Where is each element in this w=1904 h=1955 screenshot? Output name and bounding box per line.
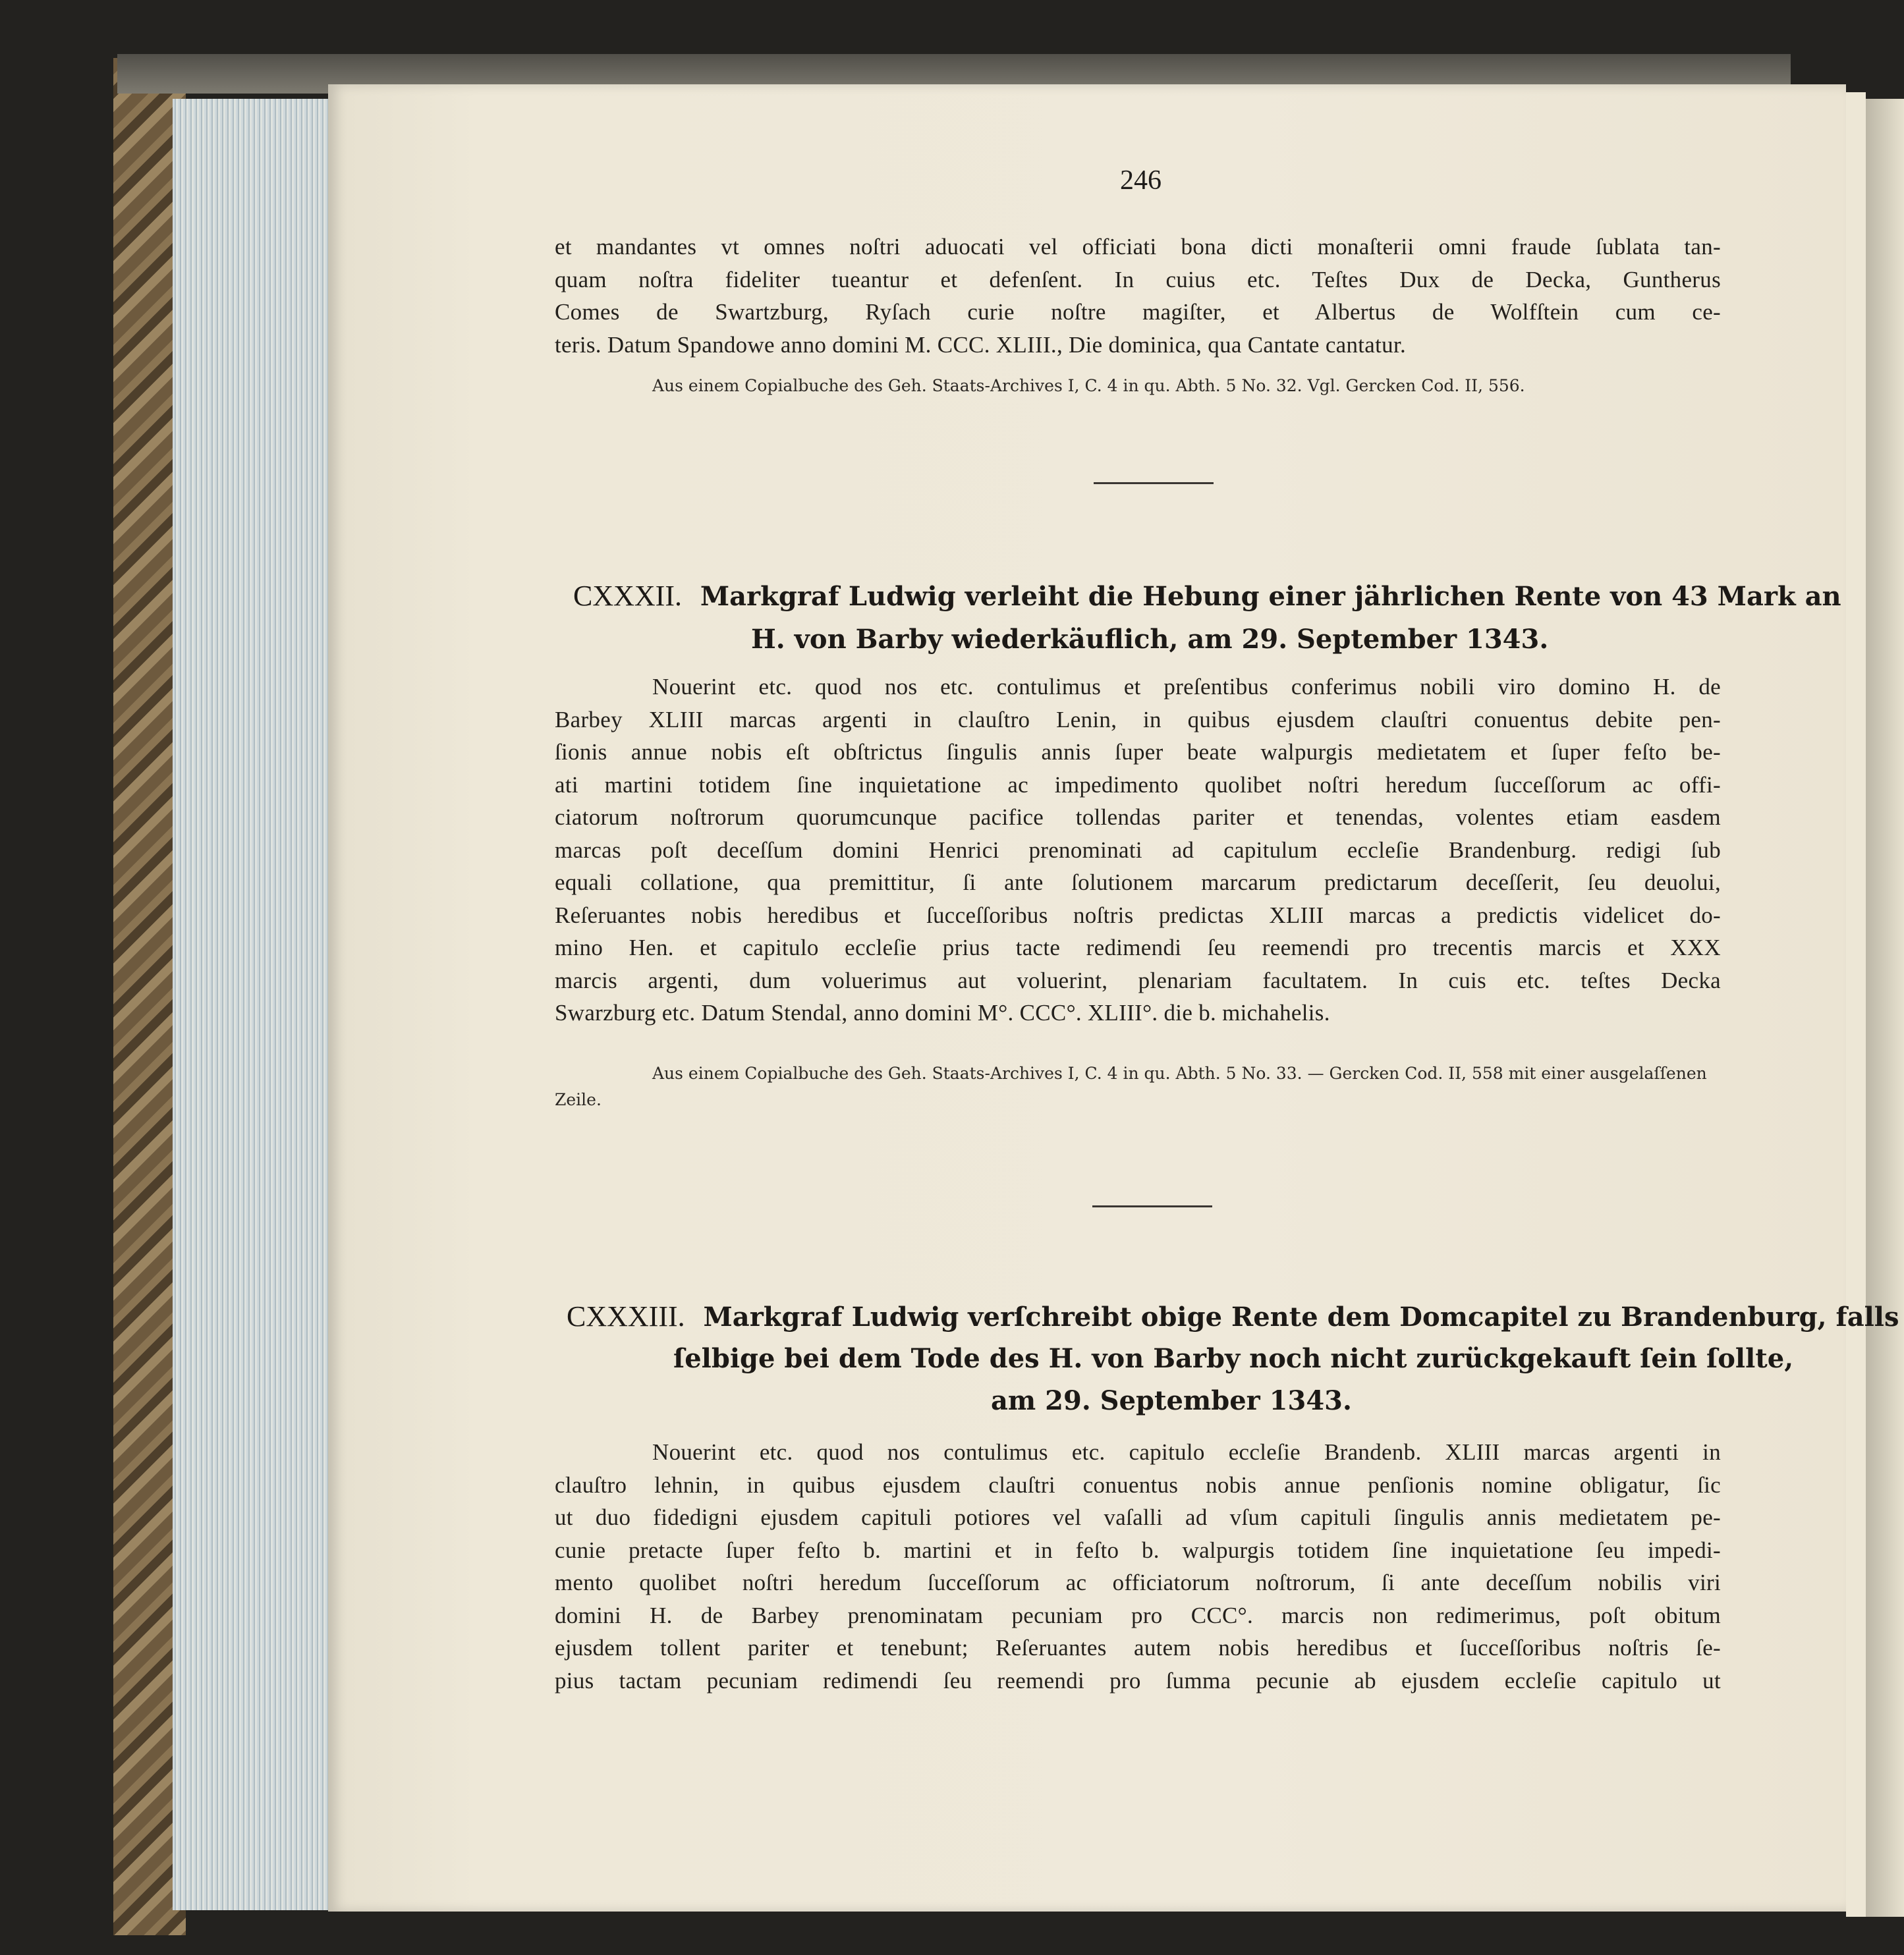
- text-line: Nouerint etc. quod nos contulimus etc. capitulo eccleſie Brandenb. XLIII marcas argenti in: [652, 1439, 1721, 1465]
- text-line: Barbey XLIII marcas argenti in clauſtro Lenin, in quibus ejusdem clauſtri conuentus debite pen-: [555, 706, 1721, 732]
- text-line: Comes de Swartzburg, Ryſach curie noſtre magiſter, et Albertus de Wolfſtein cum ce-: [555, 299, 1721, 325]
- text-line: pius tactam pecuniam redimendi ſeu reemendi pro ſumma pecunie ab ejusdem eccleſie capitulo ut: [555, 1667, 1721, 1693]
- text-line: cunie pretacte ſuper feſto b. martini et in feſto b. walpurgis totidem ſine inquietatione ſeu impedi-: [555, 1537, 1721, 1563]
- text-line: marcis argenti, dum voluerimus aut voluerint, plenariam facultatem. In cuis etc. teſtes Decka: [555, 967, 1721, 993]
- heading-line-3: am 29. September 1343.: [991, 1385, 1352, 1416]
- page-stack-edge: [173, 99, 328, 1910]
- document-heading: [573, 578, 1841, 615]
- heading-line-2: ſelbige bei dem Tode des H. von Barby noch nicht zurückgekauft ſein ſollte,: [673, 1343, 1794, 1374]
- heading-line-2: H. von Barby wiederkäuflich, am 29. September 1343.: [751, 624, 1549, 655]
- heading-line: Markgraf Ludwig verleiht die Hebung einer jährlichen Rente von 43 Mark an: [700, 581, 1841, 612]
- section-divider: [1092, 1205, 1212, 1207]
- text-line: Nouerint etc. quod nos etc. contulimus et preſentibus conferimus nobili viro domino H. de: [652, 674, 1721, 700]
- facing-page-edge: [1846, 92, 1866, 1917]
- source-note: Aus einem Copialbuche des Geh. Staats-Archives I, C. 4 in qu. Abth. 5 No. 32. Vgl. Gercken Cod. II, 556.: [652, 376, 1525, 395]
- text-line: mento quolibet noſtri heredum ſucceſſorum ac officiatorum noſtrorum, ſi ante deceſſum nobilis viri: [555, 1570, 1721, 1595]
- heading-line: Markgraf Ludwig verſchreibt obige Rente dem Domcapitel zu Brandenburg, falls: [703, 1302, 1899, 1333]
- text-line: et mandantes vt omnes noſtri aduocati vel officiati bona dicti monaſterii omni fraude ſublata tan-: [555, 234, 1721, 260]
- text-line: marcas poſt deceſſum domini Henrici prenominati ad capitulum eccleſie Brandenburg. redigi ſub: [555, 837, 1721, 863]
- text-line: ut duo fidedigni ejusdem capituli potiores vel vaſalli ad vſum capituli ſingulis annis medietatem pe-: [555, 1504, 1721, 1530]
- text-line: quam noſtra fideliter tueantur et defenſent. In cuius etc. Teſtes Dux de Decka, Guntherus: [555, 266, 1721, 292]
- document-number: CXXXIII.: [567, 1300, 685, 1333]
- page-number: 246: [1120, 165, 1162, 196]
- text-line: ejusdem tollent pariter et tenebunt; Reſeruantes autem nobis heredibus et ſucceſſoribus noſtris ſe-: [555, 1635, 1721, 1661]
- text-line: ati martini totidem ſine inquietatione ac impedimento quolibet noſtri heredum ſucceſſorum ac offi-: [555, 771, 1721, 798]
- block1-text: [555, 231, 1721, 361]
- doc3-text: [555, 1436, 1721, 1697]
- text-line: ciatorum noſtrorum quorumcunque pacifice tollendas pariter et tenendas, volentes etiam easdem: [555, 804, 1721, 830]
- book-right-edge: [1863, 99, 1904, 1917]
- source-note: Aus einem Copialbuche des Geh. Staats-Archives I, C. 4 in qu. Abth. 5 No. 33. — Gercken Cod. II, 558 mit einer ausgelaſſenen Zeile.: [555, 1064, 1707, 1109]
- document-number: CXXXII.: [573, 580, 682, 612]
- document-heading: [567, 1299, 1899, 1335]
- doc2-text: [555, 671, 1721, 1030]
- text-line: domini H. de Barbey prenominatam pecuniam pro CCC°. marcis non redimerimus, poſt obitum: [555, 1602, 1721, 1628]
- text-line: Swarzburg etc. Datum Stendal, anno domini M°. CCC°. XLIII°. die b. michahelis.: [555, 1000, 1330, 1026]
- text-line: ſionis annue nobis eſt obſtrictus ſingulis annis ſuper beate walpurgis medietatem et ſuper feſto be-: [555, 739, 1721, 765]
- section-divider: [1094, 482, 1214, 484]
- text-line: mino Hen. et capitulo eccleſie prius tacte redimendi ſeu reemendi pro trecentis marcis et XXX: [555, 935, 1721, 960]
- text-line: clauſtro lehnin, in quibus ejusdem clauſtri conuentus nobis annue penſionis nomine obligatur, ſic: [555, 1472, 1721, 1498]
- text-line: equali collatione, qua premittitur, ſi ante ſolutionem marcarum predictarum deceſſerit, ſeu deuolui,: [555, 869, 1721, 895]
- text-line: teris. Datum Spandowe anno domini M. CCC. XLIII., Die dominica, qua Cantate cantatur.: [555, 331, 1407, 358]
- text-line: Reſeruantes nobis heredibus et ſucceſſoribus noſtris predictas XLIII marcas a predictis videlicet do-: [555, 902, 1721, 928]
